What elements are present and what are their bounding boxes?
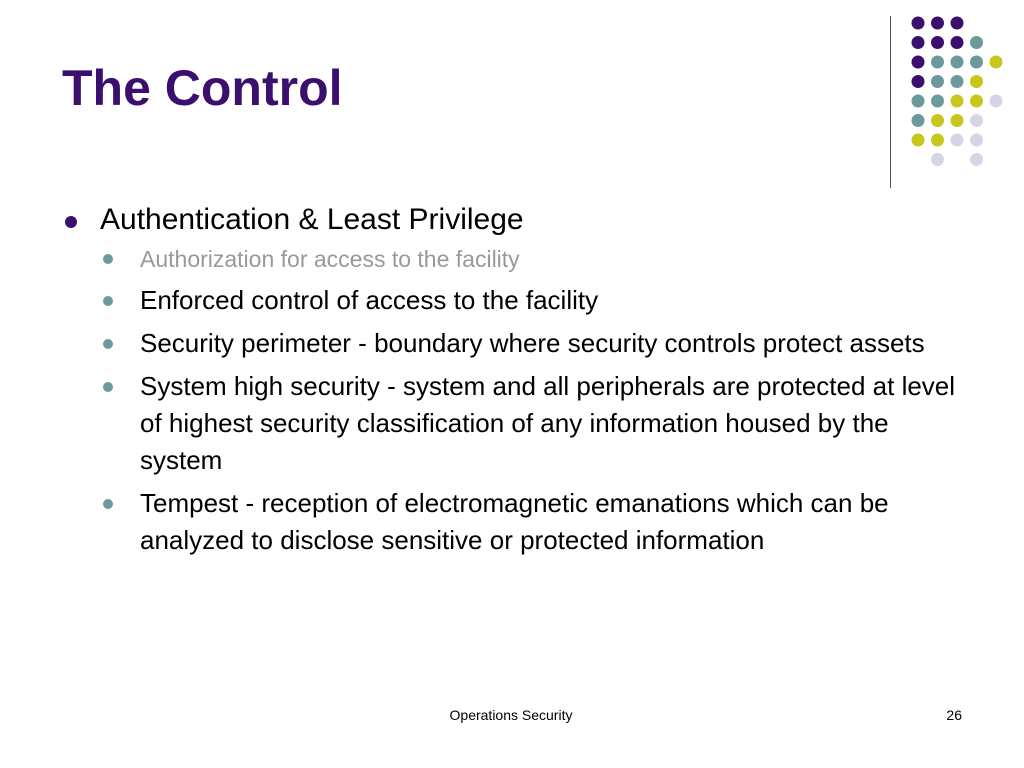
decorative-dot-lavender [970,153,983,166]
sub-bullet-item-security-perimeter [102,325,962,362]
sub-bullet-text: System high security - system and all peripherals are protected at level of highest security classification of any information housed by the system [140,371,956,475]
sub-bullet-dot-icon [103,296,113,306]
decorative-dot-purple [951,17,964,30]
main-bullet-item [62,198,962,242]
decorative-dot-purple [912,75,925,88]
decorative-dot-lavender [990,95,1003,108]
sub-bullet-dot-icon [103,254,113,264]
decorative-dot-teal [912,95,925,108]
decorative-dot-teal [931,75,944,88]
main-bullet-text: Authentication & Least Privilege [100,203,524,236]
sub-bullet-item-system-high-security [102,368,962,479]
sub-bullet-dot-icon [103,339,113,349]
decorative-dot-purple [951,36,964,49]
decorative-dot-lavender [951,134,964,147]
decorative-dot-yellow [970,95,983,108]
title-divider-line [890,16,891,188]
sub-bullet-item-authorization [102,242,962,276]
decorative-dot-purple [912,36,925,49]
sub-bullet-text: Enforced control of access to the facility [140,285,599,315]
decorative-dot-purple [931,17,944,30]
decorative-dot-yellow [951,95,964,108]
decorative-dot-teal [912,114,925,127]
decorative-dot-teal [951,75,964,88]
sub-bullet-text: Tempest - reception of electromagnetic emanations which can be analyzed to disclose sensitive or protected information [140,488,889,555]
decorative-dot-lavender [970,114,983,127]
decorative-dot-teal [931,56,944,69]
decorative-dot-teal [951,56,964,69]
sub-bullet-dot-icon [103,382,113,392]
decorative-dot-purple [912,17,925,30]
slide-title: The Control [62,60,343,116]
sub-bullet-list [102,242,962,559]
sub-bullet-item-tempest [102,485,962,559]
decorative-dot-purple [931,36,944,49]
decorative-dot-lavender [931,153,944,166]
main-bullet-dot-icon [65,216,77,228]
decorative-dot-teal [970,36,983,49]
page-number: 26 [946,707,962,723]
sub-bullet-dot-icon [103,499,113,509]
decorative-dot-yellow [912,134,925,147]
footer-title: Operations Security [449,707,573,723]
decorative-dot-teal [970,56,983,69]
slide-content [62,198,962,565]
decorative-dot-teal [931,95,944,108]
decorative-dot-yellow [931,114,944,127]
decorative-dot-lavender [970,134,983,147]
decorative-dot-purple [912,56,925,69]
decorative-dot-yellow [951,114,964,127]
decorative-dot-yellow [931,134,944,147]
sub-bullet-text: Security perimeter - boundary where security controls protect assets [140,328,925,358]
decorative-dot-yellow [990,56,1003,69]
sub-bullet-item-enforced-control [102,282,962,319]
decorative-dot-yellow [970,75,983,88]
sub-bullet-text: Authorization for access to the facility [140,246,520,272]
